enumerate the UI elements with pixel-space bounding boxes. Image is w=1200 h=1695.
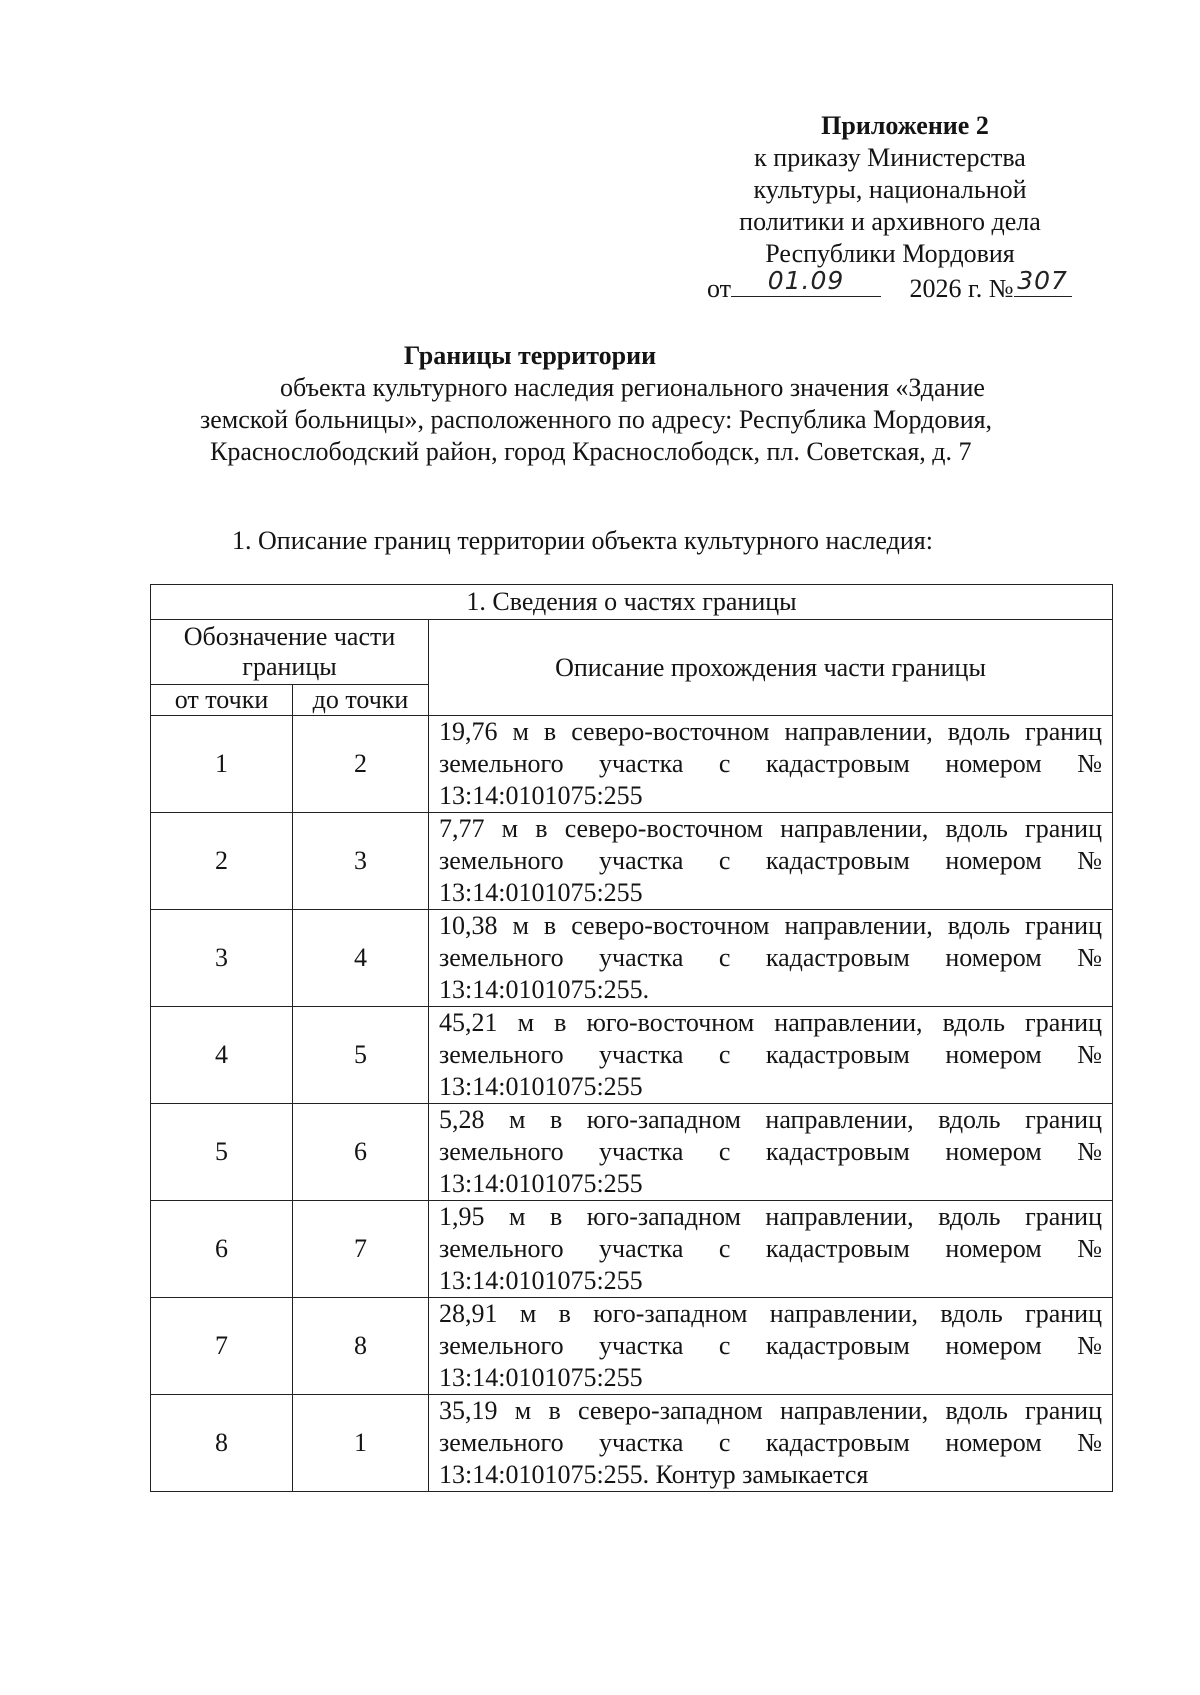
appendix-line: политики и архивного дела <box>739 207 1041 236</box>
boundary-description: 45,21 м в юго-восточном направлении, вдоль границ земельного участка с кадастровым номером № 13:14:0101075:255 <box>429 1007 1113 1104</box>
year-number-label: 2026 г. № <box>909 274 1014 303</box>
date-blank <box>731 266 881 297</box>
boundary-description: 5,28 м в юго-западном направлении, вдоль границ земельного участка с кадастровым номером № 13:14:0101075:255 <box>429 1104 1113 1201</box>
col-from-header: от точки <box>151 685 293 716</box>
from-point: 8 <box>151 1395 293 1492</box>
appendix-line: к приказу Министерства <box>754 143 1026 172</box>
to-point: 8 <box>293 1298 429 1395</box>
table-row <box>151 1201 1113 1298</box>
table-caption-row <box>151 585 1113 620</box>
from-point: 4 <box>151 1007 293 1104</box>
to-point: 4 <box>293 910 429 1007</box>
from-point: 7 <box>151 1298 293 1395</box>
to-point: 3 <box>293 813 429 910</box>
table-row <box>151 1007 1113 1104</box>
col-to-header: до точки <box>293 685 429 716</box>
boundary-description: 35,19 м в северо-западном направлении, вдоль границ земельного участка с кадастровым номером № 13:14:0101075:255. Контур замыкается <box>429 1395 1113 1492</box>
date-prefix: от <box>707 274 732 303</box>
appendix-block <box>690 110 1090 270</box>
to-point: 1 <box>293 1395 429 1492</box>
appendix-line: Республики Мордовия <box>765 239 1015 268</box>
handwritten-date: 01.09 <box>767 266 845 295</box>
from-point: 3 <box>151 910 293 1007</box>
table-row <box>151 1395 1113 1492</box>
to-point: 5 <box>293 1007 429 1104</box>
boundary-description: 28,91 м в юго-западном направлении, вдоль границ земельного участка с кадастровым номером № 13:14:0101075:255 <box>429 1298 1113 1395</box>
table-header-row <box>151 620 1113 685</box>
appendix-line: культуры, национальной <box>753 175 1027 204</box>
table-row <box>151 910 1113 1007</box>
col-desc-header: Описание прохождения части границы <box>429 620 1113 716</box>
number-blank <box>1014 266 1072 297</box>
from-point: 6 <box>151 1201 293 1298</box>
to-point: 6 <box>293 1104 429 1201</box>
boundary-description: 19,76 м в северо-восточном направлении, вдоль границ земельного участка с кадастровым номером № 13:14:0101075:255 <box>429 716 1113 813</box>
table-row <box>151 1298 1113 1395</box>
boundary-description: 10,38 м в северо-восточном направлении, вдоль границ земельного участка с кадастровым номером № 13:14:0101075:255. <box>429 910 1113 1007</box>
to-point: 7 <box>293 1201 429 1298</box>
order-date-line <box>707 266 1127 306</box>
appendix-title: Приложение 2 <box>821 111 989 140</box>
col-group-header: Обозначение части границы <box>151 620 429 685</box>
title-line: Краснослободский район, город Краснослободск, пл. Советская, д. 7 <box>210 437 972 466</box>
table-row <box>151 1104 1113 1201</box>
title-main: Границы территории <box>403 341 657 370</box>
boundary-table <box>150 584 1113 1492</box>
table-row <box>151 813 1113 910</box>
table-caption: 1. Сведения о частях границы <box>151 585 1113 620</box>
from-point: 1 <box>151 716 293 813</box>
boundary-description: 7,77 м в северо-восточном направлении, вдоль границ земельного участка с кадастровым номером № 13:14:0101075:255 <box>429 813 1113 910</box>
handwritten-number: 307 <box>1017 266 1068 295</box>
table-row <box>151 716 1113 813</box>
title-line: земской больницы», расположенного по адресу: Республика Мордовия, <box>200 405 993 434</box>
title-line: объекта культурного наследия регионального значения «Здание <box>280 373 985 402</box>
document-title <box>150 340 1130 468</box>
to-point: 2 <box>293 716 429 813</box>
section-heading: 1. Описание границ территории объекта культурного наследия: <box>232 526 933 555</box>
from-point: 2 <box>151 813 293 910</box>
boundary-description: 1,95 м в юго-западном направлении, вдоль границ земельного участка с кадастровым номером № 13:14:0101075:255 <box>429 1201 1113 1298</box>
from-point: 5 <box>151 1104 293 1201</box>
